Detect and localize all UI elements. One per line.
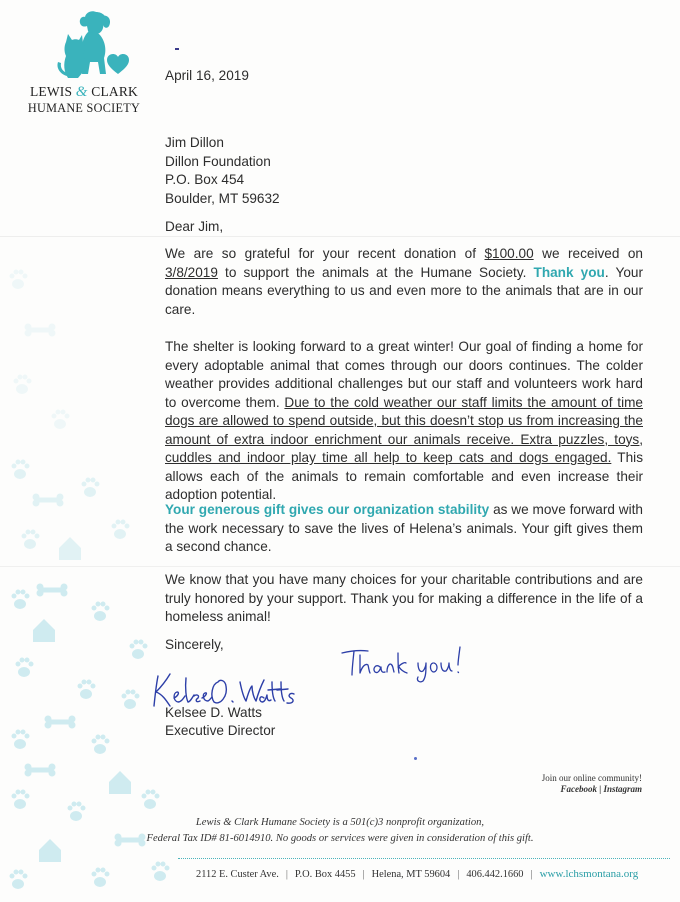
recipient-name: Jim Dillon	[165, 135, 224, 150]
thank-you-highlight: Thank you	[533, 264, 605, 280]
donation-amount: $100.00	[484, 246, 534, 261]
salutation: Dear Jim,	[165, 219, 224, 234]
ink-dot	[414, 757, 417, 760]
nonprofit-statement-line1: Lewis & Clark Humane Society is a 501(c)3 nonprofit organization,	[195, 817, 485, 828]
paragraph-closing-thanks: We know that you have many choices for your charitable contributions and are truly honored by your support. Thank you for making a difference in the life of a homeless animal!	[165, 572, 643, 624]
paragraph-winter-update: The shelter is looking forward to a great winter! Our goal of finding a home for every adoptable animal that comes through our doors continues. The colder weather provides additional challenges but our staff and volunteers work hard to overcome them. Due to the cold weather our staff limits the amount of time dogs are allowed to spend outside, but this doesn’t stop us from increasing the amount of extra indoor enrichment our animals receive. Extra puzzles, toys, cuddles and indoor play time all help to keep cats and dogs engaged. This allows each of the animals to remain comfortable and even increase their adoption potential.	[165, 339, 643, 502]
stability-highlight: Your generous gift gives our organization stability	[165, 502, 490, 517]
po-box: P.O. Box 4455	[294, 868, 356, 880]
humane-society-logo	[20, 8, 148, 115]
recipient-po-box: P.O. Box 454	[165, 172, 245, 187]
closing-sincerely: Sincerely,	[165, 637, 224, 652]
phone-number: 406.442.1660	[466, 868, 524, 880]
online-community-text: Join our online community!	[541, 773, 642, 783]
donation-date: 3/8/2019	[165, 264, 218, 280]
nonprofit-statement-line2: Federal Tax ID# 81-6014910. No goods or services were given in consideration of this gift.	[146, 833, 534, 844]
facebook-link[interactable]: Facebook	[560, 784, 597, 794]
handwritten-thank-you-note	[338, 643, 468, 685]
underlined-enrichment-text: Due to the cold weather our staff limits the amount of time dogs are allowed to spend outside, but this doesn’t stop us from increasing the amount of extra indoor enrichment our animals receive. Extra puzzles, toys, cuddles and indoor play time all help to keep cats and dogs engaged.	[165, 394, 643, 465]
logo-text-line1: LEWIS & CLARK	[29, 84, 139, 100]
signer-name: Kelsee D. Watts	[165, 705, 262, 720]
ink-mark	[175, 48, 179, 50]
city-state-zip: Helena, MT 59604	[371, 868, 451, 880]
website-link[interactable]: www.lchsmontana.org	[539, 868, 639, 880]
recipient-city: Boulder, MT 59632	[165, 190, 280, 206]
contact-footer: 2112 E. Custer Ave. | P.O. Box 4455 | Helena, MT 59604 | 406.442.1660 | www.lchsmontana.org	[196, 868, 639, 880]
recipient-address	[165, 134, 280, 208]
social-links: Facebook | Instagram	[560, 784, 642, 794]
footer-dotted-divider	[178, 858, 670, 859]
signer-title: Executive Director	[165, 723, 276, 738]
paper-fold-line	[0, 236, 680, 237]
paragraph-stability: Your generous gift gives our organization stability as we move forward with the work necessary to save the lives of Helena’s animals. Your gift gives them a second chance.	[165, 502, 643, 554]
dog-cat-heart-icon	[52, 8, 132, 86]
paper-fold-line	[0, 566, 680, 567]
letter-date: April 16, 2019	[165, 68, 249, 83]
instagram-link[interactable]: Instagram	[603, 784, 642, 794]
recipient-organization: Dillon Foundation	[165, 153, 271, 169]
street-address: 2112 E. Custer Ave.	[196, 868, 279, 880]
paragraph-donation-thanks: We are so grateful for your recent donation of $100.00 we received on 3/8/2019 to support the animals at the Humane Society. Thank you. Your donation means everything to us and even more to the animals that are in our care.	[165, 246, 643, 317]
logo-text-line2: HUMANE SOCIETY	[27, 101, 141, 115]
